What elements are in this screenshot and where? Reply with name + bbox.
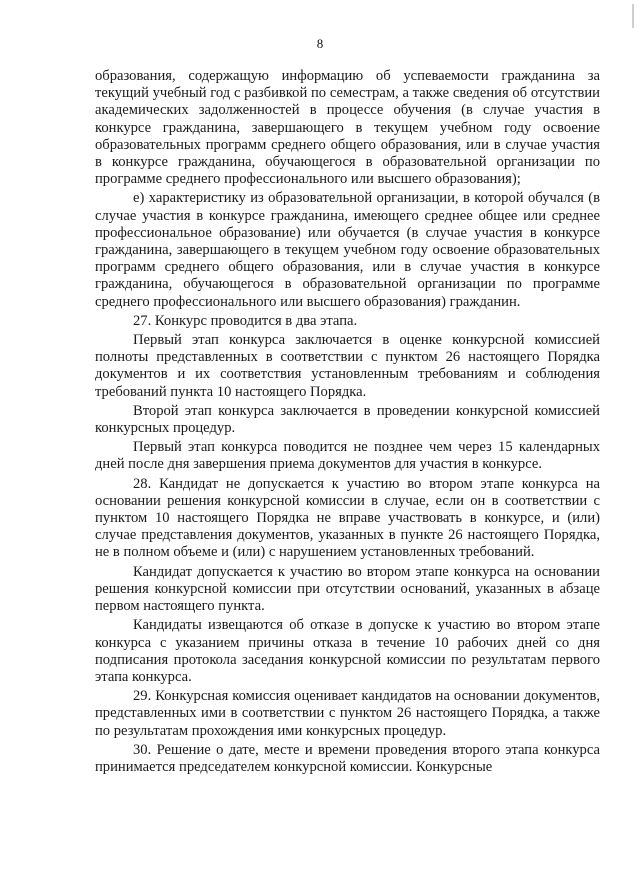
paragraph-10: 29. Конкурсная комиссия оценивает кандидатов на основании документов, представленных ими в соответствии с пунктом 26 настоящего Порядка, а также по результатам прохождения ими конкурсных процедур. (95, 688, 600, 739)
paragraph-1: образования, содержащую информацию об успеваемости гражданина за текущий учебный год с разбивкой по семестрам, а также сведения об отсутствии академических задолженностей в процессе обучения (в случае участия в конкурсе гражданина, завершающего в текущем учебном году освоение образовательных программ среднего общего образования, или в случае участия в конкурсе гражданина, обучающегося в образовательной организации по программе среднего профессионального или высшего образования); (95, 68, 600, 188)
paragraph-7: 28. Кандидат не допускается к участию во втором этапе конкурса на основании решения конкурсной комиссии в случае, если он в соответствии с пунктом 10 настоящего Порядка не вправе участвовать в конкурсе, и (или) случае представления документов, указанных в пункте 26 настоящего Порядка, не в полном объеме и (или) с нарушением установленных требований. (95, 475, 600, 561)
paragraph-5: Второй этап конкурса заключается в проведении конкурсной комиссией конкурсных процедур. (95, 402, 600, 437)
paragraph-9: Кандидаты извещаются об отказе в допуске к участию во втором этапе конкурса с указанием причины отказа в течение 10 рабочих дней со дня подписания протокола заседания конкурсной комиссии по результатам первого этапа конкурса. (95, 617, 600, 685)
page-number: 8 (316, 36, 324, 51)
paragraph-4: Первый этап конкурса заключается в оценке конкурсной комиссией полноты представленных в соответствии с пунктом 26 настоящего Порядка документов и их соответствия установленным требованиям и соблюдения требований пункта 10 настоящего Порядка. (95, 332, 600, 400)
paragraph-2: е) характеристику из образовательной организации, в которой обучался (в случае участия в конкурсе гражданина, имеющего среднее общее или среднее профессиональное образование) или обучается (в случае участия в конкурсе гражданина, завершающего в текущем учебном году освоение образовательных программ среднего общего образования, или в случае участия в конкурсе гражданина, обучающегося в образовательной организации по программе среднего профессионального или высшего образования) гражданин. (95, 190, 600, 310)
scan-edge-mark (632, 4, 634, 28)
document-body (95, 68, 600, 776)
paragraph-11: 30. Решение о дате, месте и времени проведения второго этапа конкурса принимается председателем конкурсной комиссии. Конкурсные (95, 741, 600, 775)
paragraph-8: Кандидат допускается к участию во втором этапе конкурса на основании решения конкурсной комиссии при отсутствии оснований, указанных в абзаце первом настоящего пункта. (95, 563, 600, 615)
paragraph-3: 27. Конкурс проводится в два этапа. (133, 312, 358, 329)
paragraph-6: Первый этап конкурса поводится не позднее чем через 15 календарных дней после дня завершения приема документов для участия в конкурсе. (95, 439, 600, 473)
